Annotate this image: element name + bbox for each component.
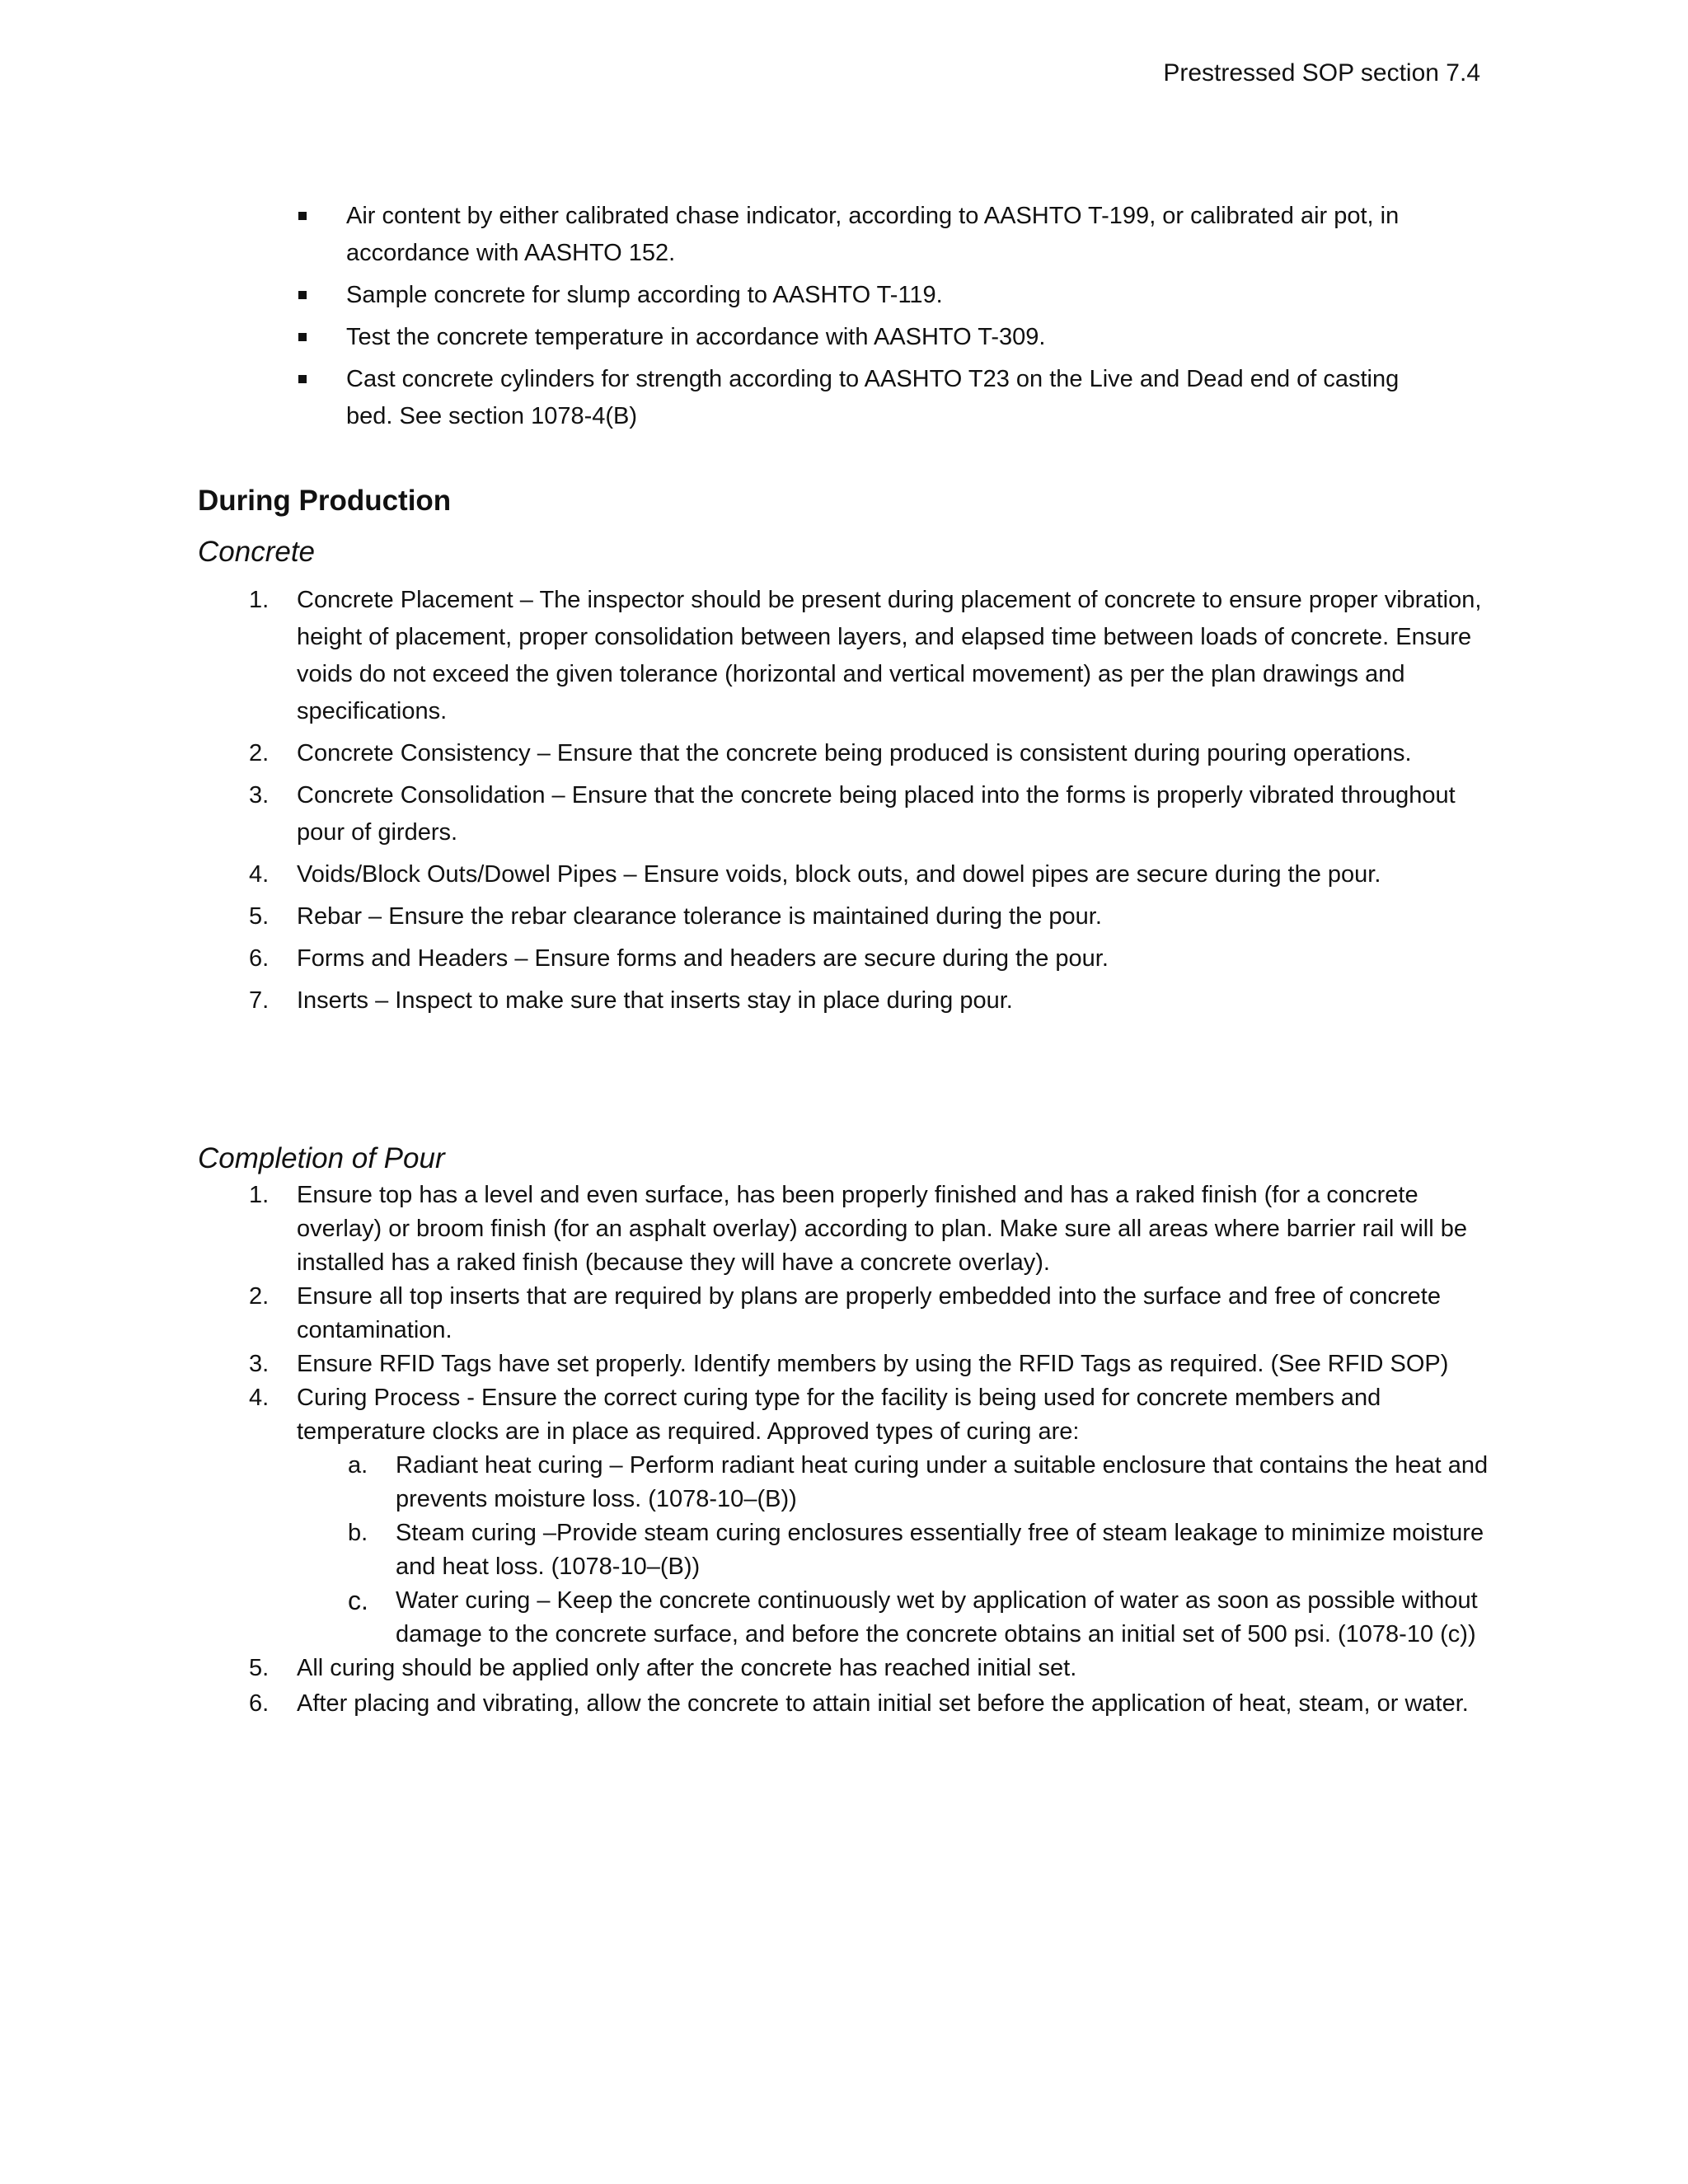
list-letter: c. bbox=[348, 1586, 368, 1615]
square-bullet-icon bbox=[298, 212, 307, 220]
subsection-heading-completion: Completion of Pour bbox=[198, 1142, 445, 1174]
list-item bbox=[198, 1381, 1500, 1652]
list-number: 4. bbox=[249, 861, 270, 888]
list-item-text: Water curing – Keep the concrete continuously wet by application of water as soon as possible without damage to the concrete surface, and before the concrete obtains an initial set of 500 psi. (1078-10 (c)) bbox=[396, 1587, 1478, 1647]
subsection-heading-concrete: Concrete bbox=[198, 536, 316, 568]
list-item-text: Concrete Consistency – Ensure that the concrete being produced is consistent during pouring operations. bbox=[297, 740, 1412, 766]
list-number: 2. bbox=[249, 740, 270, 766]
square-bullet-icon bbox=[298, 333, 307, 341]
running-header: Prestressed SOP section 7.4 bbox=[1163, 59, 1480, 87]
test-bullet-list bbox=[297, 198, 1418, 440]
list-item bbox=[297, 1449, 1500, 1516]
list-number: 5. bbox=[249, 1655, 270, 1681]
list-item-text: Inserts – Inspect to make sure that inserts stay in place during pour. bbox=[297, 987, 1013, 1014]
list-item-text: Sample concrete for slump according to AASHTO T-119. bbox=[346, 282, 943, 308]
list-item bbox=[198, 1685, 1500, 1722]
list-item-text: Forms and Headers – Ensure forms and headers are secure during the pour. bbox=[297, 945, 1109, 972]
list-item bbox=[297, 277, 1418, 314]
list-item-text: Rebar – Ensure the rebar clearance tolerance is maintained during the pour. bbox=[297, 903, 1102, 930]
list-item bbox=[297, 198, 1418, 272]
concrete-numbered-list bbox=[198, 582, 1500, 1024]
square-bullet-icon bbox=[298, 291, 307, 299]
list-item bbox=[198, 856, 1500, 893]
list-item-text: Voids/Block Outs/Dowel Pipes – Ensure voids, block outs, and dowel pipes are secure during the pour. bbox=[297, 861, 1381, 888]
list-item bbox=[198, 1652, 1500, 1685]
list-item bbox=[198, 777, 1500, 851]
list-letter: b. bbox=[348, 1520, 368, 1546]
list-item bbox=[297, 1584, 1500, 1652]
list-item-text: Steam curing –Provide steam curing enclosures essentially free of steam leakage to minimize moisture and heat loss. (1078-10–(B)) bbox=[396, 1520, 1484, 1580]
list-letter: a. bbox=[348, 1452, 368, 1479]
list-item-text: Concrete Placement – The inspector should be present during placement of concrete to ensure proper vibration, height of placement, proper consolidation between layers, and elapsed time between loads of concrete. Ensure voids do not exceed the given tolerance (horizontal and vertical movement) as per the plan drawings and specifications. bbox=[297, 587, 1482, 724]
list-item-text: Test the concrete temperature in accordance with AASHTO T-309. bbox=[346, 324, 1046, 350]
list-item bbox=[297, 1516, 1500, 1584]
list-number: 5. bbox=[249, 903, 270, 930]
list-number: 3. bbox=[249, 782, 270, 808]
list-item-text: Radiant heat curing – Perform radiant heat curing under a suitable enclosure that contains the heat and prevents moisture loss. (1078-10–(B)) bbox=[396, 1452, 1489, 1512]
list-item-text: Ensure RFID Tags have set properly. Identify members by using the RFID Tags as required. (See RFID SOP) bbox=[297, 1351, 1449, 1377]
list-number: 1. bbox=[249, 1182, 270, 1208]
list-item-text: Cast concrete cylinders for strength according to AASHTO T23 on the Live and Dead end of casting bed. See section 1078-4(B) bbox=[346, 366, 1400, 429]
list-number: 6. bbox=[249, 1690, 270, 1717]
list-number: 6. bbox=[249, 945, 270, 972]
list-number: 2. bbox=[249, 1283, 270, 1310]
list-item-text: Ensure top has a level and even surface, has been properly finished and has a raked finish (for a concrete overlay) or broom finish (for an asphalt overlay) according to plan. Make sure all areas where barrier rail will be installed has a raked finish (because they will have a concrete overlay). bbox=[297, 1182, 1468, 1276]
list-number: 4. bbox=[249, 1385, 270, 1411]
list-item-text: All curing should be applied only after the concrete has reached initial set. bbox=[297, 1655, 1077, 1681]
completion-numbered-list bbox=[198, 1179, 1500, 1722]
list-item-text: After placing and vibrating, allow the concrete to attain initial set before the application of heat, steam, or water. bbox=[297, 1690, 1469, 1717]
section-heading: During Production bbox=[198, 485, 452, 517]
list-item-text: Air content by either calibrated chase indicator, according to AASHTO T-199, or calibrated air pot, in accordance with AASHTO 152. bbox=[346, 203, 1400, 266]
list-number: 7. bbox=[249, 987, 270, 1014]
curing-types-list bbox=[297, 1449, 1500, 1652]
list-item-text: Concrete Consolidation – Ensure that the concrete being placed into the forms is properly vibrated throughout pour of girders. bbox=[297, 782, 1456, 846]
list-item-text: Curing Process - Ensure the correct curing type for the facility is being used for concrete members and temperature clocks are in place as required. Approved types of curing are: bbox=[297, 1385, 1381, 1445]
list-number: 1. bbox=[249, 587, 270, 613]
list-item bbox=[198, 898, 1500, 935]
list-item bbox=[297, 361, 1418, 435]
list-item bbox=[297, 319, 1418, 356]
list-item bbox=[198, 582, 1500, 730]
list-item bbox=[198, 982, 1500, 1019]
square-bullet-icon bbox=[298, 375, 307, 383]
list-item bbox=[198, 1179, 1500, 1280]
list-item bbox=[198, 940, 1500, 977]
list-item-text: Ensure all top inserts that are required by plans are properly embedded into the surface and free of concrete contamination. bbox=[297, 1283, 1441, 1343]
list-number: 3. bbox=[249, 1351, 270, 1377]
list-item bbox=[198, 1347, 1500, 1381]
list-item bbox=[198, 735, 1500, 772]
list-item bbox=[198, 1280, 1500, 1347]
